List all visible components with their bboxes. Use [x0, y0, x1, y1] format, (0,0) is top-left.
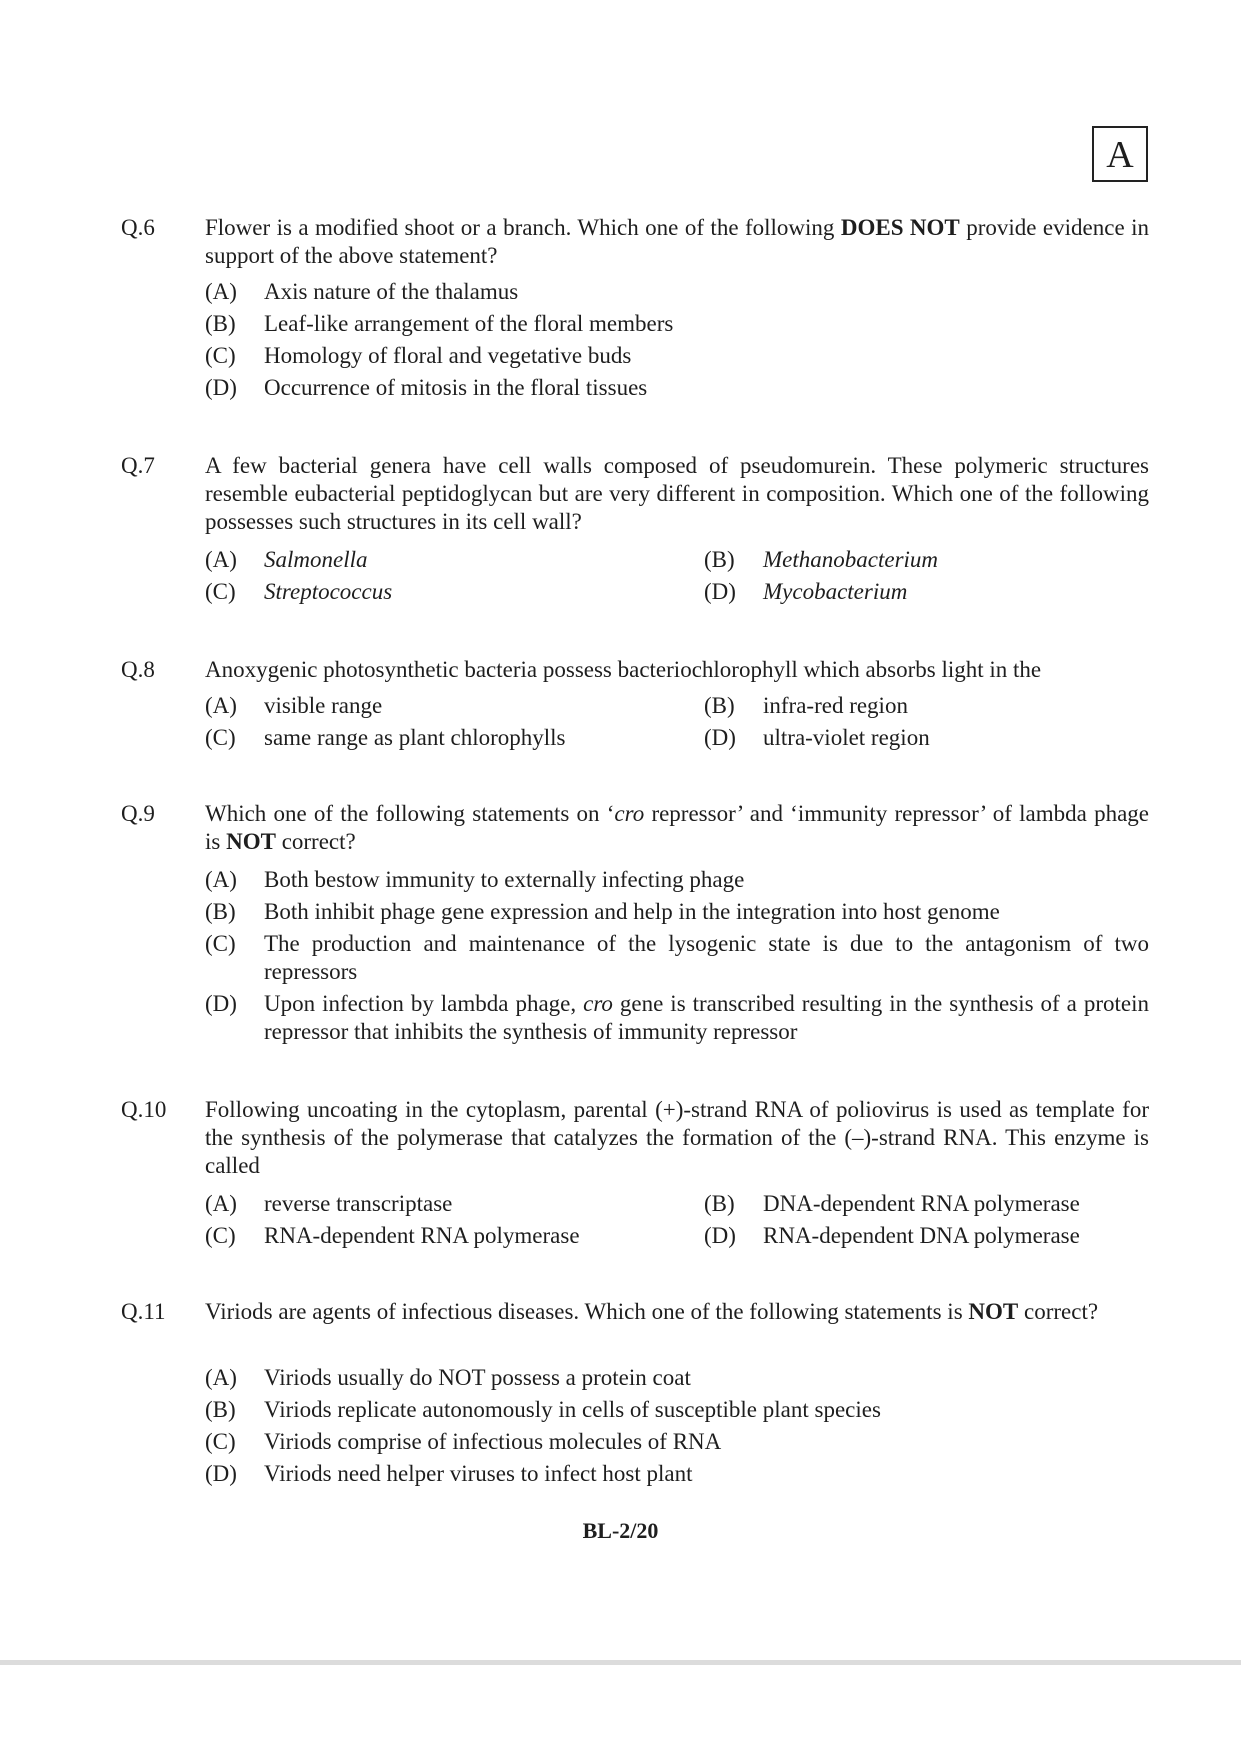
option-text: ultra-violet region: [763, 725, 930, 750]
option-text: infra-red region: [763, 693, 908, 718]
option-a: [205, 1190, 452, 1218]
option-text: Viriods replicate autonomously in cells of susceptible plant species: [264, 1397, 881, 1422]
italic-term: cro: [614, 801, 645, 826]
option-text: Both bestow immunity to externally infecting phage: [264, 867, 745, 892]
option-letter: (D): [205, 991, 237, 1016]
option-d: [205, 1460, 1149, 1488]
option-letter: (C): [205, 1429, 236, 1454]
option-c: [205, 1428, 1149, 1456]
option-text: Homology of floral and vegetative buds: [264, 343, 632, 368]
question-stem: A few bacterial genera have cell walls composed of pseudomurein. These polymeric structures resemble eubacterial peptidoglycan but are very different in composition. Which one of the following possesses such structures in its cell wall?: [205, 453, 1149, 534]
options-grid: [205, 692, 1149, 756]
option-letter: (D): [704, 579, 736, 604]
option-text: Axis nature of the thalamus: [264, 279, 519, 304]
option-letter: (C): [205, 579, 236, 604]
option-text: Salmonella: [264, 547, 368, 572]
option-text: Viriods need helper viruses to infect host plant: [264, 1461, 693, 1486]
option-text: Methanobacterium: [763, 547, 939, 572]
option-text: same range as plant chlorophylls: [264, 725, 566, 750]
option-letter: (B): [205, 311, 236, 336]
option-a: [205, 278, 1149, 306]
option-letter: (A): [205, 279, 237, 304]
question-stem: Anoxygenic photosynthetic bacteria possess bacteriochlorophyll which absorbs light in the: [205, 657, 1042, 682]
question-stem: Flower is a modified shoot or a branch. Which one of the following DOES NOT provide evidence in support of the above statement?: [205, 215, 1149, 268]
options-list: [205, 1364, 1149, 1492]
option-letter: (B): [704, 1191, 735, 1216]
option-letter: (D): [704, 725, 736, 750]
question-stem: Viriods are agents of infectious diseases. Which one of the following statements is NOT correct?: [205, 1299, 1099, 1324]
option-text: RNA-dependent RNA polymerase: [264, 1223, 580, 1248]
question-number: Q.11: [121, 1299, 166, 1324]
question-number: Q.10: [121, 1097, 167, 1122]
option-b: [205, 310, 1149, 338]
options-grid: [205, 1190, 1149, 1254]
option-b: [704, 1190, 1080, 1218]
option-c: [205, 724, 565, 752]
option-letter: (C): [205, 725, 236, 750]
option-text: Mycobacterium: [763, 579, 908, 604]
page-footer: BL-2/20: [582, 1518, 659, 1543]
option-letter: (B): [704, 547, 735, 572]
option-d: [205, 990, 1149, 1046]
option-c: [205, 578, 392, 606]
option-c: [205, 342, 1149, 370]
option-letter: (A): [205, 547, 237, 572]
italic-term: cro: [583, 991, 613, 1016]
option-b: [205, 898, 1149, 926]
option-letter: (A): [205, 693, 237, 718]
question-stem: Following uncoating in the cytoplasm, parental (+)-strand RNA of poliovirus is used as template for the synthesis of the polymerase that catalyzes the formation of the (–)-strand RNA. This enzyme is called: [205, 1097, 1149, 1178]
question-stem: Which one of the following statements on ‘cro repressor’ and ‘immunity repressor’ of lambda phage is NOT correct?: [205, 801, 1149, 854]
option-letter: (A): [205, 867, 237, 892]
option-text: RNA-dependent DNA polymerase: [763, 1223, 1080, 1248]
option-letter: (D): [205, 375, 237, 400]
option-a: [205, 1364, 1149, 1392]
option-text: Viriods usually do NOT possess a protein coat: [264, 1365, 691, 1390]
option-letter: (D): [704, 1223, 736, 1248]
emphasis: DOES NOT: [840, 215, 960, 240]
option-text: Viriods comprise of infectious molecules of RNA: [264, 1429, 722, 1454]
option-c: [205, 930, 1149, 986]
option-text: visible range: [264, 693, 383, 718]
question-number: Q.9: [121, 801, 155, 826]
option-letter: (C): [205, 343, 236, 368]
question-number: Q.8: [121, 657, 155, 682]
option-letter: (C): [205, 931, 236, 956]
option-text: Leaf-like arrangement of the floral members: [264, 311, 674, 336]
emphasis: NOT: [226, 829, 276, 854]
option-text: DNA-dependent RNA polymerase: [763, 1191, 1080, 1216]
option-a: [205, 866, 1149, 894]
option-text: Streptococcus: [264, 579, 393, 604]
option-letter: (D): [205, 1461, 237, 1486]
options-list: [205, 866, 1149, 1050]
option-letter: (B): [704, 693, 735, 718]
option-d: [205, 374, 1149, 402]
option-text: Upon infection by lambda phage, cro gene is transcribed resulting in the synthesis of a protein repressor that inhibits the synthesis of immunity repressor: [264, 991, 1149, 1044]
option-a: [205, 692, 382, 720]
option-b: [205, 1396, 1149, 1424]
paper-code-box: A: [1092, 126, 1148, 182]
option-letter: (A): [205, 1191, 237, 1216]
option-letter: (B): [205, 899, 236, 924]
option-text: reverse transcriptase: [264, 1191, 453, 1216]
option-letter: (A): [205, 1365, 237, 1390]
option-c: [205, 1222, 580, 1250]
question-number: Q.6: [121, 215, 155, 240]
question-number: Q.7: [121, 453, 155, 478]
scan-edge-divider: [0, 1660, 1241, 1665]
option-a: [205, 546, 368, 574]
option-b: [704, 692, 908, 720]
options-grid: [205, 546, 1149, 610]
option-text: The production and maintenance of the lysogenic state is due to the antagonism of two repressors: [264, 931, 1149, 984]
option-text: Both inhibit phage gene expression and help in the integration into host genome: [264, 899, 1000, 924]
options-list: [205, 278, 1149, 406]
option-d: [704, 578, 907, 606]
option-b: [704, 546, 938, 574]
option-letter: (B): [205, 1397, 236, 1422]
option-d: [704, 724, 930, 752]
option-letter: (C): [205, 1223, 236, 1248]
emphasis: NOT: [968, 1299, 1019, 1324]
option-d: [704, 1222, 1080, 1250]
option-text: Occurrence of mitosis in the floral tissues: [264, 375, 648, 400]
